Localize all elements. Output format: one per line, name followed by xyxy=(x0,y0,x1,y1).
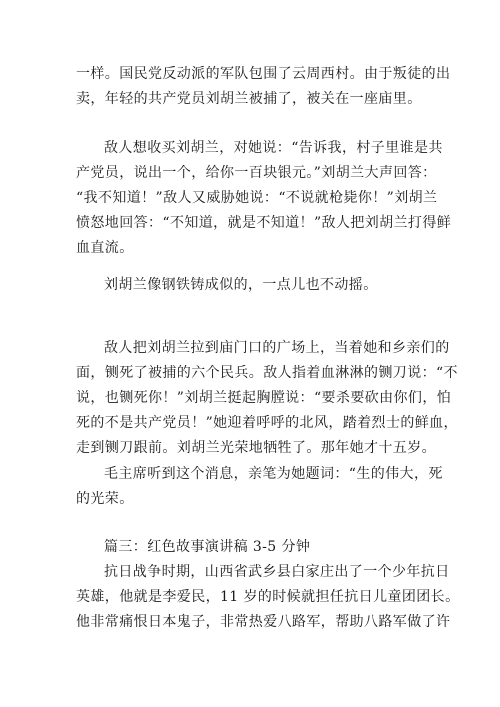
text-line: 他非常痛恨日本鬼子，非常热爱八路军，帮助八路军做了许 xyxy=(76,614,451,630)
text-line: 卖，年轻的共产党员刘胡兰被捕了，被关在一座庙里。 xyxy=(76,91,422,107)
text-line: 产党员，说出一个，给你一百块银元。”刘胡兰大声回答： xyxy=(76,165,437,181)
text-line: “我不知道！”敌人又威胁她说：“不说就枪毙你！”刘胡兰 xyxy=(76,190,438,206)
paragraph-execution xyxy=(76,336,458,461)
paragraph-bribe xyxy=(76,136,452,261)
text-line: 刘胡兰像钢铁铸成似的，一点儿也不动摇。 xyxy=(104,277,378,293)
text-line: 敌人想收买刘胡兰，对她说：“告诉我，村子里谁是共 xyxy=(104,140,443,156)
text-line: 说，也铡死你！”刘胡兰挺起胸膛说：“要杀要砍由你们，怕 xyxy=(76,390,452,406)
text-line: 敌人把刘胡兰拉到庙门口的广场上，当着她和乡亲们的 xyxy=(104,340,450,356)
text-line: 毛主席听到这个消息，亲笔为她题词：“生的伟大，死 xyxy=(104,466,443,482)
text-line: 一样。国民党反动派的军队包围了云周西村。由于叛徒的出 xyxy=(76,66,451,82)
text-line: 愤怒地回答：“不知道，就是不知道！”敌人把刘胡兰打得鲜 xyxy=(76,215,452,231)
text-line: 的光荣。 xyxy=(76,491,134,507)
section-heading: 篇三：红色故事演讲稿 3-5 分钟 xyxy=(104,539,311,555)
paragraph-section-three xyxy=(76,535,460,635)
text-line: 死的不是共产党员！”她迎着呼呼的北风，踏着烈士的鲜血， xyxy=(76,415,458,431)
text-line: 血直流。 xyxy=(76,240,134,256)
paragraph-intro xyxy=(76,62,451,112)
text-line: 面，铡死了被捕的六个民兵。敌人指着血淋淋的铡刀说：“不 xyxy=(76,365,458,381)
text-line: 抗日战争时期，山西省武乡县白家庄出了一个少年抗日 xyxy=(104,564,450,580)
paragraph-steadfast xyxy=(76,273,428,298)
text-line: 英雄，他就是李爱民，11 岁的时候就担任抗日儿童团团长。 xyxy=(76,589,460,605)
text-line: 走到铡刀跟前。刘胡兰光荣地牺牲了。那年她才十五岁。 xyxy=(76,440,436,456)
paragraph-inscription xyxy=(76,462,443,512)
